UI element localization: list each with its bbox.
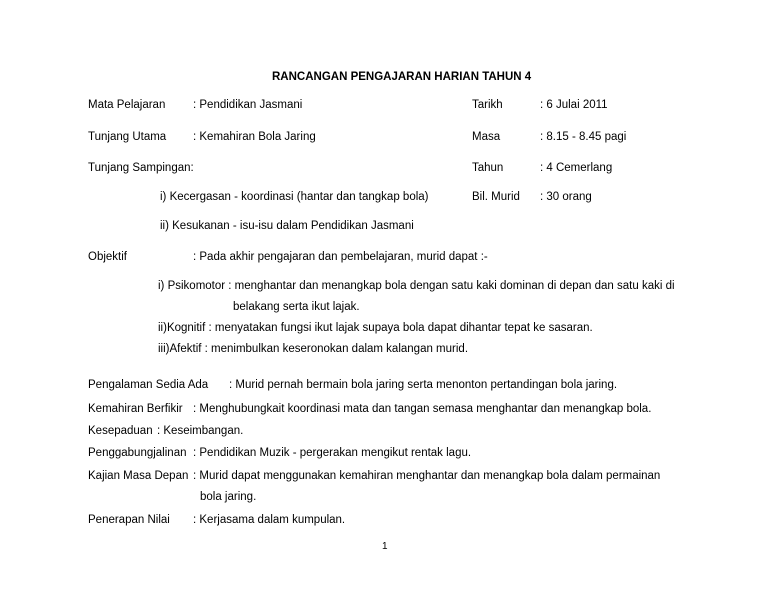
kajian-masa-depan-value: : Murid dapat menggunakan kemahiran menghantar dan menangkap bola dalam permainan [193, 470, 661, 482]
masa-value: : 8.15 - 8.45 pagi [540, 131, 627, 143]
kajian-masa-depan-label: Kajian Masa Depan [88, 470, 189, 482]
objektif-item: iii)Afektif : menimbulkan keseronokan dalam kalangan murid. [158, 343, 469, 355]
bil-murid-value: : 30 orang [540, 191, 592, 203]
objektif-item: ii)Kognitif : menyatakan fungsi ikut lajak supaya bola dapat dihantar tepat ke sasaran. [158, 322, 593, 334]
kesepaduan-value: : Keseimbangan. [157, 425, 244, 437]
tunjang-sampingan-item: ii) Kesukanan - isu-isu dalam Pendidikan Jasmani [160, 220, 414, 232]
kajian-masa-depan-continuation: bola jaring. [200, 491, 257, 503]
tunjang-sampingan-item: i) Kecergasan - koordinasi (hantar dan tangkap bola) [160, 191, 429, 203]
tunjang-utama-value: : Kemahiran Bola Jaring [193, 131, 316, 143]
masa-label: Masa [472, 131, 501, 143]
objektif-label: Objektif [88, 251, 127, 263]
tahun-value: : 4 Cemerlang [540, 162, 613, 174]
mata-pelajaran-value: : Pendidikan Jasmani [193, 99, 303, 111]
objektif-item-continuation: belakang serta ikut lajak. [233, 301, 360, 313]
page-number: 1 [382, 541, 388, 552]
page-title: RANCANGAN PENGAJARAN HARIAN TAHUN 4 [272, 71, 532, 83]
kemahiran-berfikir-label: Kemahiran Berfikir [88, 403, 183, 415]
objektif-item: i) Psikomotor : menghantar dan menangkap bola dengan satu kaki dominan di depan dan satu kaki di [158, 280, 675, 292]
objektif-intro: : Pada akhir pengajaran dan pembelajaran, murid dapat :- [193, 251, 488, 263]
penggabungjalinan-label: Penggabungjalinan [88, 447, 187, 459]
tunjang-sampingan-label: Tunjang Sampingan: [88, 162, 194, 174]
kemahiran-berfikir-value: : Menghubungkait koordinasi mata dan tangan semasa menghantar dan menangkap bola. [193, 403, 652, 415]
tahun-label: Tahun [472, 162, 504, 174]
tunjang-utama-label: Tunjang Utama [88, 131, 167, 143]
kesepaduan-label: Kesepaduan [88, 425, 153, 437]
penerapan-nilai-value: : Kerjasama dalam kumpulan. [193, 514, 346, 526]
tarikh-label: Tarikh [472, 99, 503, 111]
mata-pelajaran-label: Mata Pelajaran [88, 99, 166, 111]
pengalaman-sedia-ada-value: : Murid pernah bermain bola jaring serta menonton pertandingan bola jaring. [229, 379, 618, 391]
bil-murid-label: Bil. Murid [472, 191, 520, 203]
pengalaman-sedia-ada-label: Pengalaman Sedia Ada [88, 379, 209, 391]
tarikh-value: : 6 Julai 2011 [540, 99, 608, 111]
penerapan-nilai-label: Penerapan Nilai [88, 514, 170, 526]
penggabungjalinan-value: : Pendidikan Muzik - pergerakan mengikut rentak lagu. [193, 447, 472, 459]
